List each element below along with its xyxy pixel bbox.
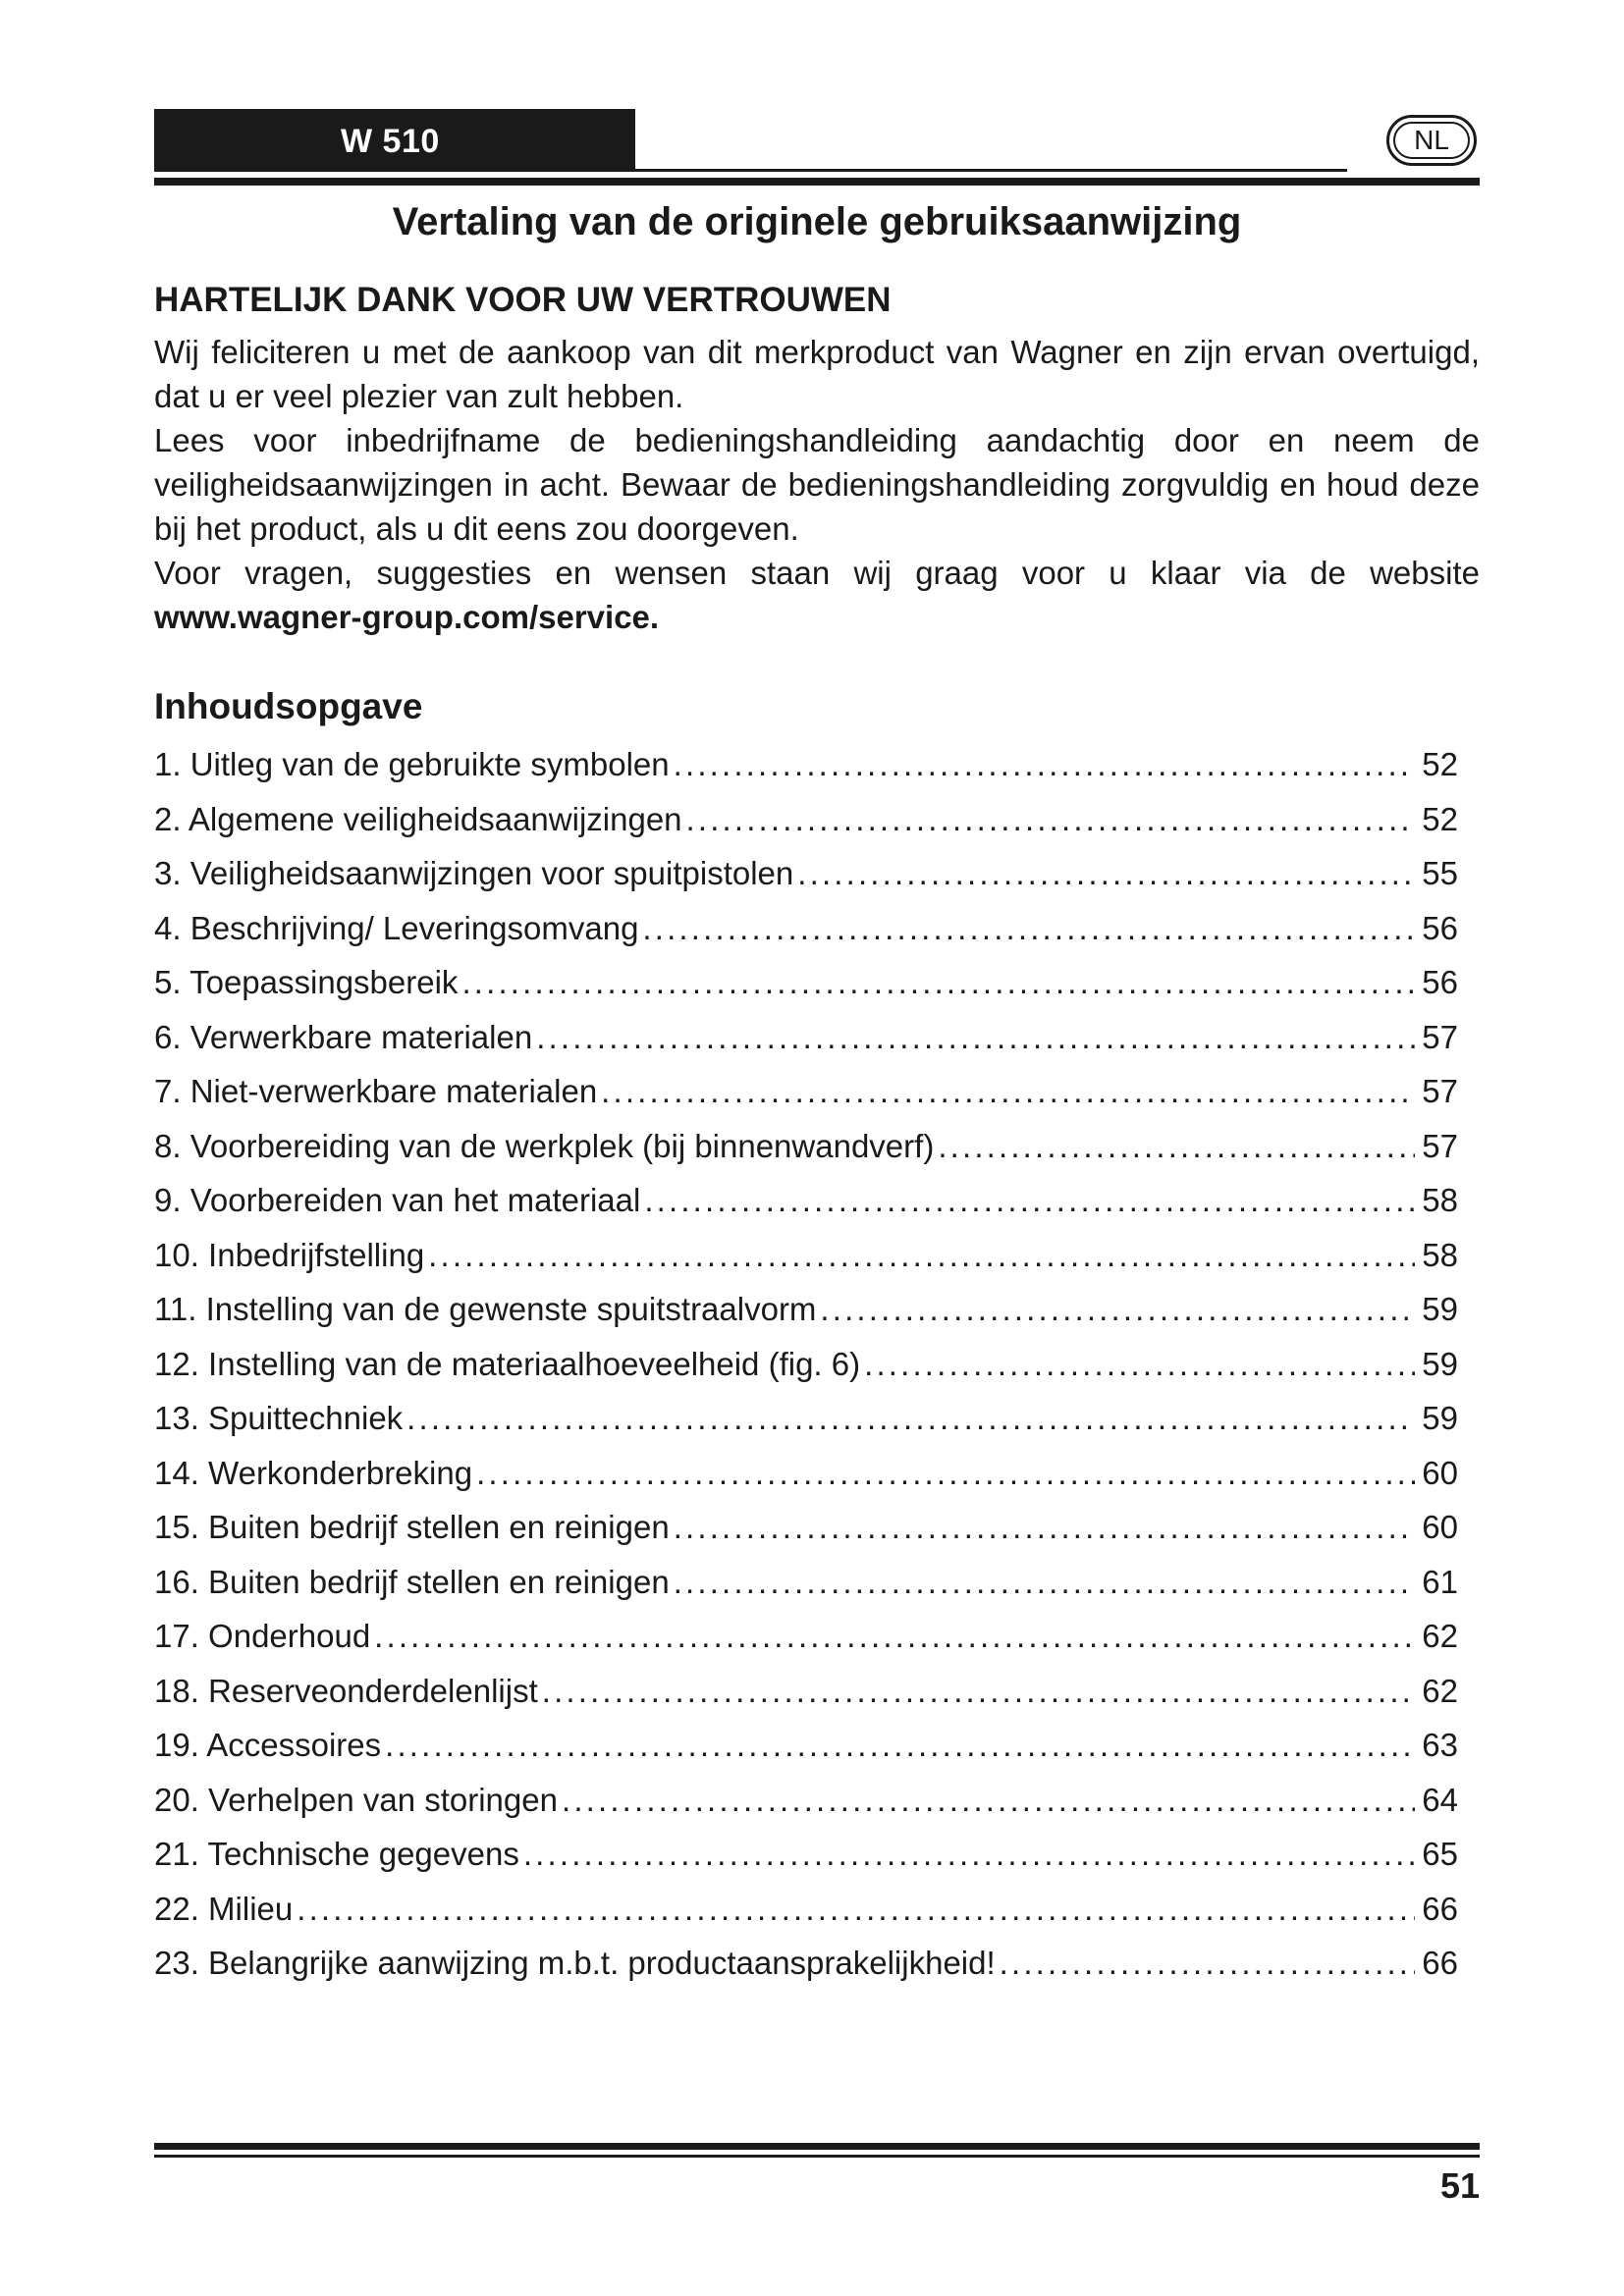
page-header <box>154 109 1480 187</box>
model-label: W 510 <box>154 109 635 172</box>
toc-entry[interactable] <box>154 1885 1458 1940</box>
toc-entry-page: 60 <box>1422 1509 1458 1545</box>
toc-entry-title: 21. Technische gegevens <box>154 1836 519 1872</box>
toc-entry-page: 60 <box>1422 1454 1458 1491</box>
toc-entry-title: 2. Algemene veiligheidsaanwijzingen <box>154 800 682 837</box>
language-code: NL <box>1393 122 1470 159</box>
toc-entry-page: 56 <box>1422 909 1458 946</box>
section-heading: HARTELIJK DANK VOOR UW VERTROUWEN <box>154 281 892 319</box>
toc-entry-title: 13. Spuittechniek <box>154 1400 404 1436</box>
toc-leader-dots <box>601 1067 1415 1116</box>
document-title: Vertaling van de originele gebruiksaanwijzing <box>392 200 1242 243</box>
toc-entry-title: 19. Accessoires <box>154 1727 382 1763</box>
toc-leader-dots <box>297 1885 1415 1934</box>
toc-entry-title: 16. Buiten bedrijf stellen en reinigen <box>154 1563 670 1600</box>
toc-entry[interactable] <box>154 1830 1458 1885</box>
toc-entry-title: 1. Uitleg van de gebruikte symbolen <box>154 746 670 782</box>
toc-leader-dots <box>820 1285 1415 1334</box>
toc-entry-page: 58 <box>1422 1236 1458 1273</box>
toc-entry-page: 52 <box>1422 746 1458 782</box>
toc-entry-page: 55 <box>1422 855 1458 891</box>
toc-heading: Inhoudsopgave <box>154 686 423 726</box>
toc-entry[interactable] <box>154 849 1458 904</box>
toc-entry-title: 9. Voorbereiden van het materiaal <box>154 1182 641 1218</box>
toc-entry-title: 4. Beschrijving/ Leveringsomvang <box>154 909 639 946</box>
toc-leader-dots <box>428 1231 1415 1280</box>
toc-entry-page: 65 <box>1422 1836 1458 1872</box>
toc-entry-title: 11. Instelling van de gewenste spuitstraalvorm <box>154 1291 817 1327</box>
toc-entry[interactable] <box>154 958 1458 1013</box>
intro-paragraph-2: Lees voor inbedrijfname de bedieningshandleiding aandachtig door en neem de veiligheidsaanwijzingen in acht. Bewaar de bedieningshandleiding zorgvuldig en houd deze bij het product, als u dit eens zou doorgeven. <box>154 422 1480 547</box>
toc-entry[interactable] <box>154 795 1458 850</box>
toc-entry-page: 57 <box>1422 1127 1458 1164</box>
toc-entry-title: 14. Werkonderbreking <box>154 1454 473 1491</box>
toc-entry-page: 56 <box>1422 964 1458 1000</box>
toc-entry[interactable] <box>154 1176 1458 1231</box>
toc-entry[interactable] <box>154 1612 1458 1667</box>
toc-leader-dots <box>674 1558 1415 1607</box>
toc-entry[interactable] <box>154 740 1458 795</box>
toc-entry-title: 10. Inbedrijfstelling <box>154 1236 425 1273</box>
language-badge <box>1386 115 1477 166</box>
toc-leader-dots <box>1000 1939 1415 1988</box>
toc-leader-dots <box>864 1340 1415 1389</box>
footer-rule-thin <box>154 2155 1480 2158</box>
toc-entry-page: 59 <box>1422 1400 1458 1436</box>
toc-leader-dots <box>461 958 1415 1007</box>
toc-entry-title: 8. Voorbereiding van de werkplek (bij binnenwandverf) <box>154 1127 935 1164</box>
website-paragraph <box>154 595 1480 639</box>
toc-entry-title: 6. Verwerkbare materialen <box>154 1018 533 1055</box>
toc-entry[interactable] <box>154 1558 1458 1613</box>
toc-leader-dots <box>406 1394 1415 1443</box>
toc-entry[interactable] <box>154 1340 1458 1395</box>
toc-entry[interactable] <box>154 1013 1458 1068</box>
toc-entry-title: 20. Verhelpen van storingen <box>154 1781 558 1818</box>
toc-leader-dots <box>674 740 1415 789</box>
toc-entry[interactable] <box>154 1067 1458 1122</box>
toc-entry-title: 15. Buiten bedrijf stellen en reinigen <box>154 1509 670 1545</box>
toc-entry-page: 57 <box>1422 1073 1458 1109</box>
toc-entry[interactable] <box>154 1503 1458 1558</box>
intro-paragraph-1: Wij feliciteren u met de aankoop van dit merkproduct van Wagner en zijn ervan overtuigd, dat u er veel plezier van zult hebben. <box>154 334 1480 414</box>
toc-entry-title: 17. Onderhoud <box>154 1618 371 1654</box>
toc-entry[interactable] <box>154 1394 1458 1449</box>
toc-entry-page: 61 <box>1422 1563 1458 1600</box>
website-link[interactable]: www.wagner-group.com/service. <box>154 599 660 635</box>
toc-leader-dots <box>385 1721 1415 1770</box>
toc-entry-title: 18. Reserveonderdelenlijst <box>154 1672 538 1709</box>
toc-entry-page: 62 <box>1422 1672 1458 1709</box>
toc-leader-dots <box>686 795 1415 844</box>
toc-entry-page: 63 <box>1422 1727 1458 1763</box>
toc-entry[interactable] <box>154 904 1458 959</box>
toc-entry[interactable] <box>154 1776 1458 1831</box>
toc-entry[interactable] <box>154 1667 1458 1722</box>
toc-leader-dots <box>642 904 1415 953</box>
toc-entry[interactable] <box>154 1449 1458 1504</box>
header-rule-thick <box>154 178 1480 186</box>
toc-entry-page: 66 <box>1422 1945 1458 1981</box>
toc-entry-page: 52 <box>1422 800 1458 837</box>
toc-entry-page: 66 <box>1422 1890 1458 1927</box>
toc-entry-page: 62 <box>1422 1618 1458 1654</box>
toc-leader-dots <box>644 1176 1415 1225</box>
header-rule-thin <box>635 169 1347 172</box>
toc-leader-dots <box>523 1830 1415 1879</box>
toc-entry-page: 59 <box>1422 1345 1458 1382</box>
toc-leader-dots <box>674 1503 1415 1552</box>
intro-text <box>154 330 1480 639</box>
toc-leader-dots <box>562 1776 1415 1825</box>
toc-entry-page: 58 <box>1422 1182 1458 1218</box>
toc-entry-title: 12. Instelling van de materiaalhoeveelheid (fig. 6) <box>154 1345 861 1382</box>
toc-leader-dots <box>797 849 1415 898</box>
toc-entry-page: 64 <box>1422 1781 1458 1818</box>
toc-entry-title: 3. Veiligheidsaanwijzingen voor spuitpistolen <box>154 855 794 891</box>
page-number: 51 <box>1439 2165 1480 2206</box>
toc-entry-title: 22. Milieu <box>154 1890 294 1927</box>
toc-entry-title: 5. Toepassingsbereik <box>154 964 459 1000</box>
toc-entry-page: 57 <box>1422 1018 1458 1055</box>
toc-leader-dots <box>542 1667 1415 1716</box>
toc-entry[interactable] <box>154 1285 1458 1340</box>
toc-entry[interactable] <box>154 1122 1458 1177</box>
toc-leader-dots <box>536 1013 1415 1062</box>
toc-leader-dots <box>938 1122 1415 1171</box>
table-of-contents <box>154 740 1458 1994</box>
toc-entry-page: 59 <box>1422 1291 1458 1327</box>
footer-rule-thick <box>154 2143 1480 2150</box>
toc-entry[interactable] <box>154 1231 1458 1286</box>
toc-entry-title: 23. Belangrijke aanwijzing m.b.t. productaansprakelijkheid! <box>154 1945 996 1981</box>
toc-leader-dots <box>476 1449 1415 1498</box>
intro-paragraph-3: Voor vragen, suggesties en wensen staan wij graag voor u klaar via de website <box>154 555 1480 591</box>
toc-leader-dots <box>374 1612 1415 1661</box>
toc-entry-title: 7. Niet-verwerkbare materialen <box>154 1073 598 1109</box>
toc-entry[interactable] <box>154 1721 1458 1776</box>
toc-entry[interactable] <box>154 1939 1458 1994</box>
